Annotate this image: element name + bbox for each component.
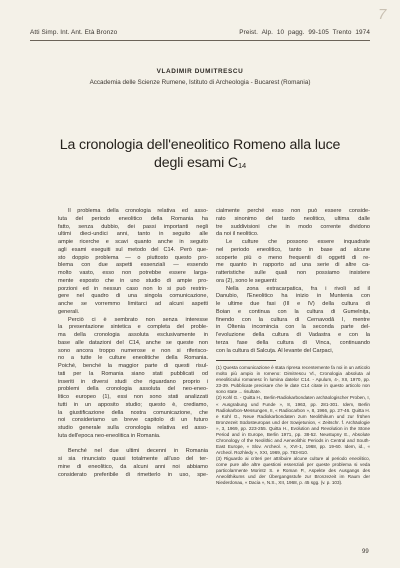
text-line: no a tutte le culture eneolitiche della Romania. (58, 355, 208, 362)
text-line: noi consideriamo un breve capitolo di un futuro (58, 417, 208, 424)
text-line: studio generale sulla cronologia relativa ed asso- (58, 425, 208, 431)
title-line-1: La cronologia dell'eneolitico Romeno alla luce (59, 137, 341, 153)
text-line: la presentazione sintetica e completa del proble- (58, 324, 208, 331)
text-line: porzioni ed in nessun caso non lo si può restrin- (58, 285, 208, 292)
text-line: luta dell'epoca neo-eneolitica in Romania. (58, 432, 161, 439)
author-affiliation: Accademia delle Scienze Rumene, Istituto di Archeologia - Bucarest (Romania) (89, 79, 311, 86)
left-column (58, 208, 208, 479)
footnote-2: (2) Kohl G. - Quitta H., Berlin-Radiokarbondaten archäologischer Proben, I, « Ausgrabung und Funde », 8, 1963, pp. 281-301. Idem, Berlin Radiokarbon-Messungen, II, « Radiocarbon », 8, 1966, pp. 27-46. Quitta H. e Kohl G., Neue Radiokarbondaten zum Neolithikum und zur frühen Bronzezeit Südosteuropas und der Sowjetunion, « Zeitschr. f. Archäologie », 3, 1969, pp. 223-255. Quitta H., Evolution and Revolution in the Stone Period and in Europe, Berlin 1971, pp. 38-52. Neustupny E., Absolute Chronology of the Neolithic and Aeneolithic Periods in Central and South-East Europe, « Slov. Archeol. », XVI-1, 1968, pp. 19-60. Idem, id., « Archeol. Rozhledy », XXI, 1969, pp. 783-810. (216, 395, 370, 455)
left-paragraph-1 (58, 208, 208, 317)
text-line: Nella zona extracarpatica, fra i rivoli sd il (226, 285, 370, 292)
paper-title (0, 136, 400, 175)
text-line: sono ancora troppo numerose e non si riferisco- (58, 347, 208, 354)
text-line: litico europeo (1), essi non sono stati analizzati (58, 394, 208, 400)
text-line: terza fase della cultura di Vinca, continuando (216, 339, 370, 346)
text-line: tutti in un apposito studio; questo è, crediamo, (58, 401, 208, 408)
text-line: Le culture che possono essere inquadrate (226, 239, 370, 245)
right-paragraph-3 (216, 286, 370, 356)
right-paragraph-2 (216, 239, 370, 286)
left-paragraph-3 (58, 448, 208, 479)
footnotes (216, 365, 370, 486)
title-line-2 (0, 154, 400, 175)
text-line: in Oltenia incomincia con la seconda parte del- (216, 324, 370, 331)
text-line: agli esami eseguiti sul metodo del C14. Però que- (58, 246, 208, 253)
text-line: cialmente perché esso non può essere conside- (216, 208, 370, 214)
right-paragraph-1 (216, 208, 370, 239)
text-line: Benché nel due ultimi decenni in Romania (68, 448, 208, 455)
text-line: considerato preferibile di rimetterlo in uso, spe- (58, 471, 208, 478)
text-line: molto vasto, esso non potrebbe essere larga- (58, 270, 208, 276)
running-header (30, 28, 370, 41)
text-line: sto doppio problema — o piuttosto questo pro- (58, 254, 208, 261)
text-line: scoperte più o meno frequenti di oggetti di re- (216, 254, 370, 261)
text-line: mine di eneolitico, da alcuni anni noi abbiamo (58, 463, 208, 470)
text-line: nel periodo eneolitico, tanto in base ad alcune (216, 246, 370, 253)
text-line: me quanto in rapporto ad una serie di altre ca- (216, 262, 370, 269)
text-line: Boian e continua con la cultura di Gumelniţa, (216, 308, 370, 315)
paragraph-gap (58, 441, 208, 449)
footnote-3: (3) Riguardo ai criteri per attribuire alcune culture al periodo eneolitico, come pure alle altre questioni essenziali per queste problema si veda particolarmente Morintz S. e Roman P., Aspekte des Ausgangs des Aneolithikums und der Übergangsstufe zur Bronzezeit im Raum der Niederdonau, « Dacia », N.S., XII, 1968, p. 45 sgg. (v. p. 103). (216, 455, 370, 486)
text-line: gere nel quadro di una singola comunicazione, (58, 293, 208, 300)
text-line: ultimi dieci-undici anni, tanto in seguito alle (58, 231, 208, 238)
text-line: base alle datazioni del C14, anche se queste non (58, 339, 208, 346)
text-line: ma della cronologia assoluta esclusivamente in (58, 332, 208, 338)
right-column (216, 208, 370, 486)
text-line: Il problema della cronologia relativa ed asso- (68, 208, 208, 214)
text-line: da noi il neolitico. (216, 231, 259, 238)
text-line: Poiché, benché la maggior parte di questi risul- (58, 363, 208, 369)
left-paragraph-2 (58, 317, 208, 441)
text-line: rato sinonimo del tardo neolitico, ultima dalle (216, 215, 370, 222)
footnote-1: (1) Questa comunicazione è stata ripresa recentemente fa noi in un articolo molto più ampio in romeno: Dimitrescu Vl., Cronologia absoluta al eneoliticului romanesc în lumina datelor C14. - Apulum, 4-, XII, 1970, pp. 23-39. Pubblicate precisare che le date C14 citate in questo articolo non sono state ... risultate. (216, 365, 370, 395)
text-line: con la cultura di Salcuţa. Al levante del Carpaci, (216, 347, 334, 354)
text-line: Danubio, l'Eneolitico ha inizio in Muntenia con (216, 293, 370, 300)
text-line: fatto, senza dubbio, dei passi importanti negli (58, 223, 208, 230)
handwritten-page-mark: 7 (378, 6, 387, 23)
text-line: ora (2), sono le seguenti: (216, 277, 278, 284)
header-citation: Preist. Alp. 10 pagg. 99-105 Trento 1974 (239, 29, 370, 36)
text-line: blema con due aspetti essenziali — essendo (58, 262, 208, 269)
text-line: le ultime due fasi (III e IV) della cultura di (216, 301, 370, 307)
text-line: luta del periodo eneolitico della Romania ha (58, 215, 208, 222)
text-line: finendo con la cultura di Cernavodă I, mentre (216, 316, 370, 323)
author-name: VLADIMIR DUMITRESCU (156, 68, 244, 75)
text-line: generali. (58, 308, 80, 315)
text-line: si sia rinunciato quasi totalmente all'uso del ter- (58, 456, 208, 462)
title-subscript: 14 (237, 161, 247, 170)
text-line: Perciò ci è sembrato non senza interesse (68, 316, 208, 323)
text-line: l'evoluzione della cultura di Vadastra e con la (216, 332, 370, 338)
text-line: ratteristiche sulle quali non possiamo insistere (216, 270, 370, 276)
text-line: anche se vorremmo limitarci ad alcuni aspetti (58, 301, 208, 307)
title-line-2-text: degli esami C (153, 155, 238, 171)
header-journal: Atti Simp. Int. Ant. Età Bronzo (30, 29, 118, 36)
text-line: tati per la Romania siano stati pubblicati od (58, 370, 208, 377)
footnote-rule (216, 360, 276, 361)
text-line: mente esposto che in uno studio di ampie pro- (58, 277, 208, 284)
page-number: 99 (362, 549, 369, 555)
text-line: ampie ricerche e scavi quanto anche in seguito (58, 239, 208, 245)
text-line: la giustificazione della nostra comunicazione, che (58, 409, 208, 416)
text-line: problemi della cronologia assoluta del neo-eneo- (58, 386, 208, 393)
text-line: inseriti in diversi studi che riguardano proprio i (58, 378, 208, 385)
text-line: tre suddivisioni che in modo corrente dividono (216, 223, 370, 230)
